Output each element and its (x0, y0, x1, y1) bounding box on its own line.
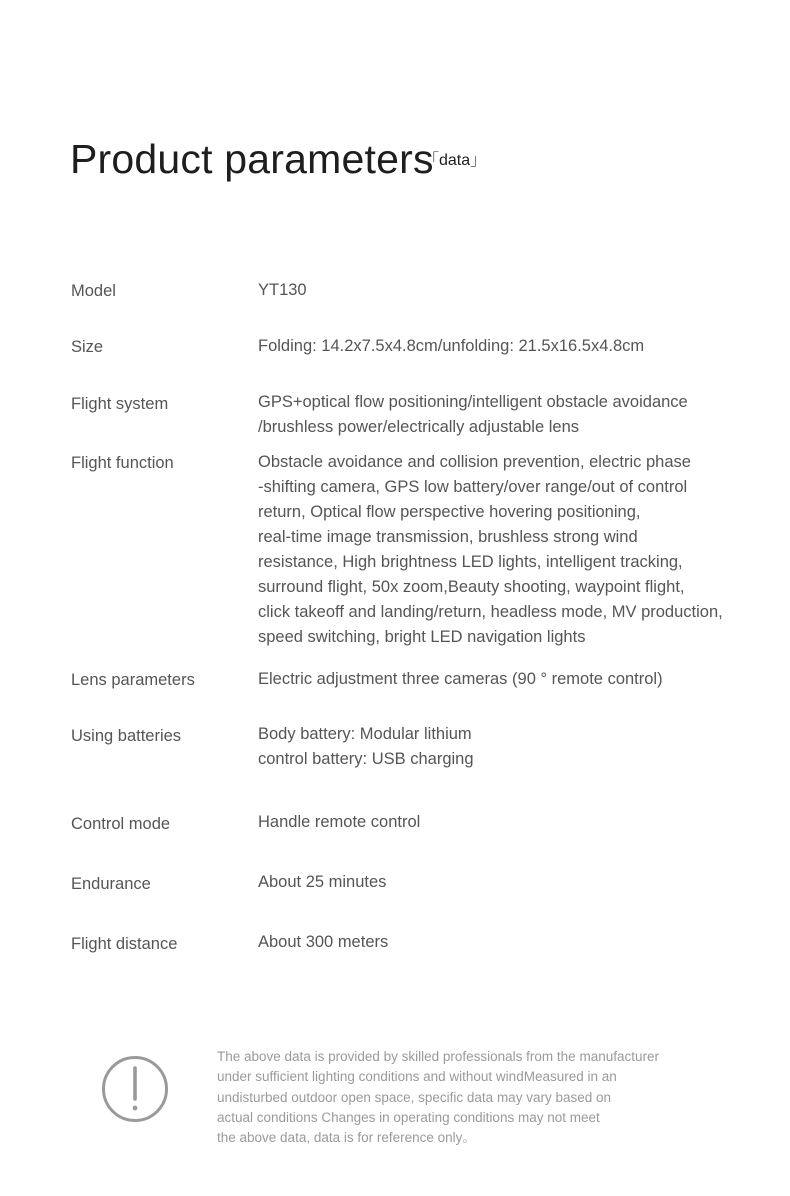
param-value-line: -shifting camera, GPS low battery/over range/out of control (258, 478, 688, 496)
param-value-line: click takeoff and landing/return, headless mode, MV production, (258, 603, 723, 621)
disclaimer-line: The above data is provided by skilled professionals from the manufacturer (217, 1049, 659, 1064)
param-value-line: resistance, High brightness LED lights, intelligent tracking, (258, 553, 683, 571)
param-value-lens-parameters (258, 667, 738, 692)
param-value-line: Handle remote control (258, 813, 421, 831)
param-value-line: About 25 minutes (258, 873, 387, 891)
param-value-line: Folding: 14.2x7.5x4.8cm/unfolding: 21.5x16.5x4.8cm (258, 337, 645, 355)
page-title: Product parameters (70, 136, 434, 182)
param-value-model (258, 278, 738, 303)
param-value-control-mode (258, 810, 738, 835)
param-value-line: GPS+optical flow positioning/intelligent obstacle avoidance (258, 393, 688, 411)
param-value-line: control battery: USB charging (258, 750, 474, 768)
param-label-flight-distance: Flight distance (71, 935, 178, 953)
param-value-line: Obstacle avoidance and collision prevention, electric phase (258, 453, 691, 471)
param-value-size (258, 334, 738, 359)
disclaimer-line: the above data, data is for reference only。 (217, 1130, 476, 1146)
param-value-flight-function (258, 450, 738, 650)
param-value-flight-distance (258, 930, 738, 955)
exclamation-circle-icon (101, 1055, 169, 1123)
param-value-endurance (258, 870, 738, 895)
disclaimer-line: under sufficient lighting conditions and without windMeasured in an (217, 1069, 617, 1085)
title-tag: 「data」 (423, 152, 487, 169)
param-label-flight-function: Flight function (71, 454, 174, 472)
param-value-line: YT130 (258, 281, 307, 299)
param-value-line: surround flight, 50x zoom,Beauty shooting, waypoint flight, (258, 578, 685, 596)
param-value-line: real-time image transmission, brushless strong wind (258, 528, 638, 546)
param-value-line: return, Optical flow perspective hovering positioning, (258, 503, 641, 521)
param-value-line: /brushless power/electrically adjustable lens (258, 418, 579, 436)
param-label-size: Size (71, 338, 104, 356)
param-label-flight-system: Flight system (71, 395, 169, 413)
param-label-lens-parameters: Lens parameters (71, 671, 195, 689)
param-value-line: About 300 meters (258, 933, 389, 951)
disclaimer-line: undisturbed outdoor open space, specific data may vary based on (217, 1089, 611, 1105)
param-label-model: Model (71, 282, 116, 300)
disclaimer-text (217, 1047, 717, 1148)
param-label-control-mode: Control mode (71, 815, 171, 833)
param-label-using-batteries: Using batteries (71, 727, 182, 745)
param-value-line: Electric adjustment three cameras (90 ° remote control) (258, 670, 663, 688)
param-value-line: speed switching, bright LED navigation lights (258, 628, 586, 646)
param-value-using-batteries (258, 722, 738, 772)
param-value-line: Body battery: Modular lithium (258, 725, 472, 743)
disclaimer-line: actual conditions Changes in operating conditions may not meet (217, 1109, 600, 1125)
param-label-endurance: Endurance (71, 875, 151, 893)
param-value-flight-system (258, 390, 738, 440)
